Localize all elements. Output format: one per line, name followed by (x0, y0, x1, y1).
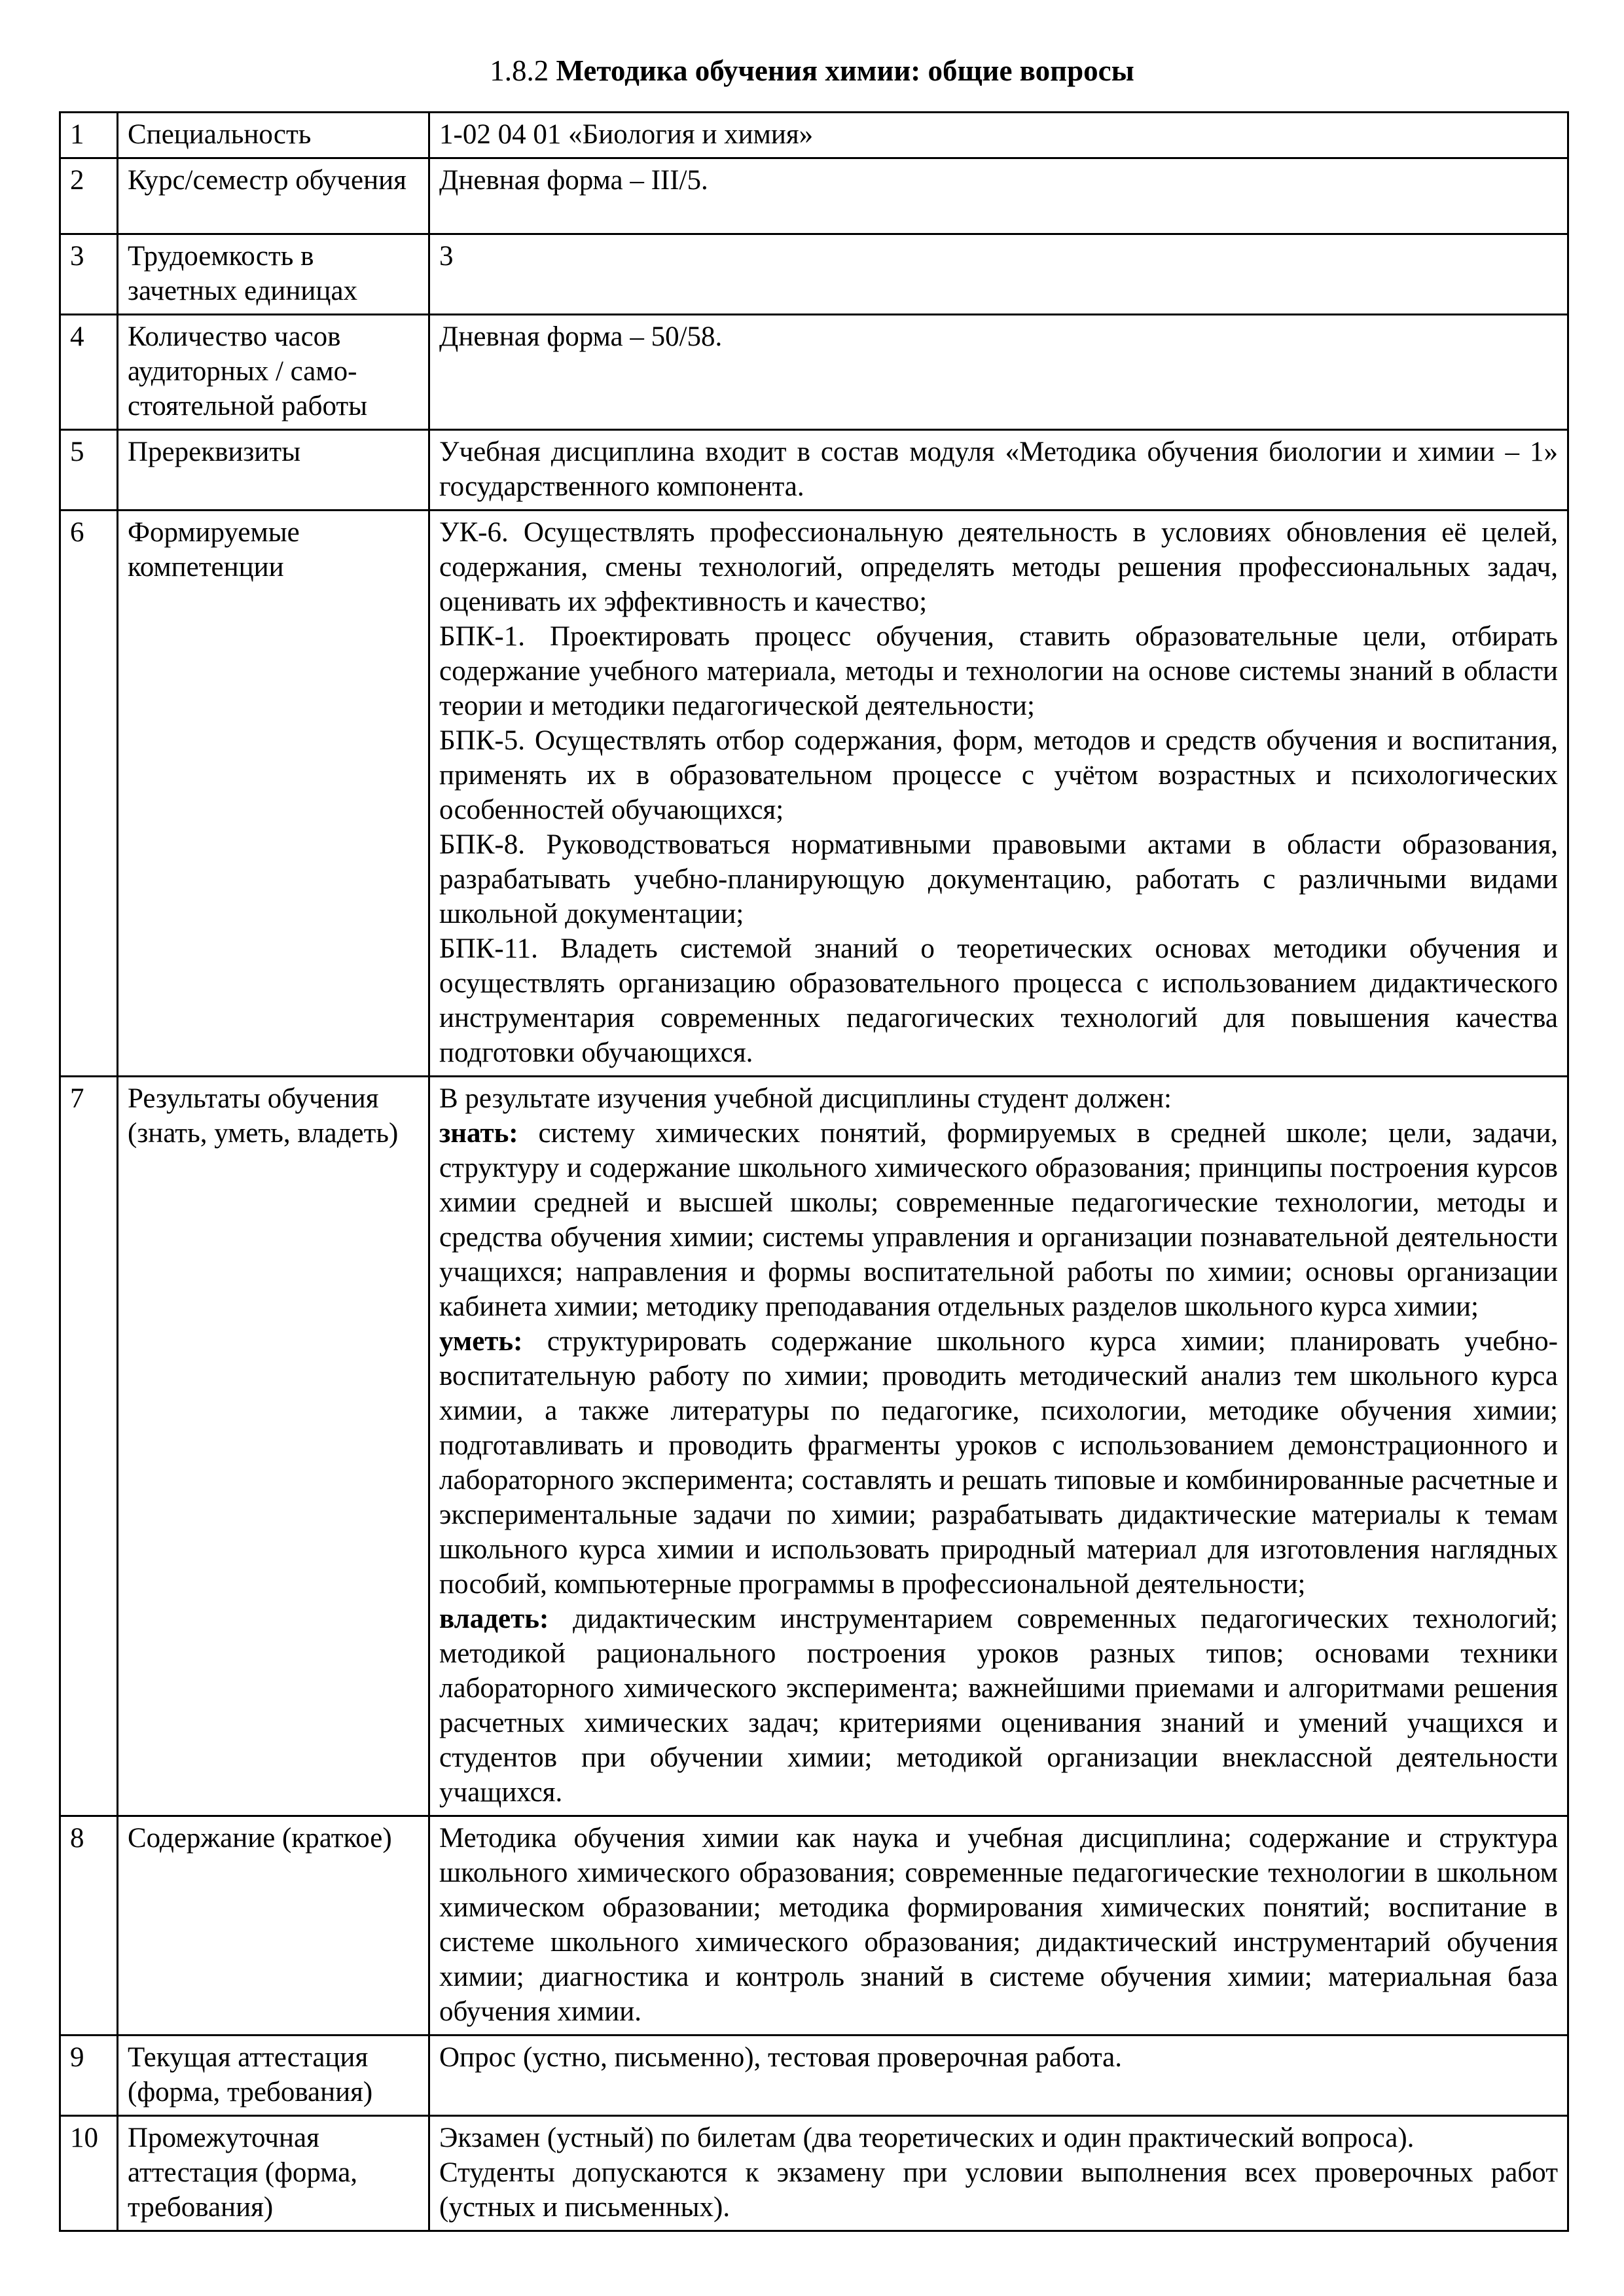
row-number: 5 (60, 430, 118, 511)
row-value: Учебная дисциплина входит в состав модуля «Методика обучения биологии и химии – 1» государственного компонента. (429, 430, 1568, 511)
row-number: 7 (60, 1077, 118, 1816)
competence-bpk5: БПК-5. Осуществлять отбор содержания, форм, методов и средств обучения и воспитания, применять их в образовательном процессе с учётом возрастных и психологических особенностей обучающихся; (439, 725, 1558, 825)
competence-bpk8: БПК-8. Руководствоваться нормативными правовыми актами в области образования, разрабатывать учебно-планирующую документацию, работать с различными видами школьной документации; (439, 829, 1558, 929)
table-row (60, 2036, 1568, 2116)
row-number: 10 (60, 2116, 118, 2231)
exam-admission: Студенты допускаются к экзамену при условии выполнения всех проверочных работ (устных и письменных). (439, 2157, 1558, 2223)
own-text: дидактическим инструментарием современных педагогических технологий; методикой рационального построения уроков разных типов; основами техники лабораторного химического эксперимента; важнейшими приемами и алгоритмами решения расчетных химических задач; критериями оценивания знаний и умений учащихся и студентов при обучении химии; методикой организации внеклассной деятельности учащихся. (439, 1604, 1558, 1808)
row-number: 3 (60, 234, 118, 315)
table-row (60, 511, 1568, 1077)
table-row (60, 430, 1568, 511)
competence-bpk1: БПК-1. Проектировать процесс обучения, ставить образовательные цели, отбирать содержание учебного материала, методы и технологии на основе системы знаний в области теории и методики педагогической деятельности; (439, 621, 1558, 721)
row-value: Дневная форма – III/5. (429, 158, 1568, 234)
row-label: Трудоемкость в зачетных единицах (118, 234, 429, 315)
row-value: 3 (429, 234, 1568, 315)
competence-uk6: УК-6. Осуществлять профессиональную деятельность в условиях обновления её целей, содержания, смены технологий, определять методы решения профессиональных задач, оценивать их эффективность и качество; (439, 517, 1558, 617)
table-row (60, 2116, 1568, 2231)
content-text: Методика обучения химии как наука и учебная дисциплина; содержание и структура школьного химического образования; современные педагогические технологии в школьном химическом образовании; методика формирования химических понятий; воспитание в системе школьного химического образования; дидактический инструментарий обучения химии; диагностика и контроль знаний в системе обучения химии; материальная база обучения химии. (439, 1823, 1558, 2027)
table-row (60, 1077, 1568, 1816)
page-title (0, 54, 1624, 88)
table-row (60, 1816, 1568, 2036)
can-text: структурировать содержание школьного курса химии; планировать учебно-воспитательную работу по химии; проводить методический анализ тем школьного курса химии, а также литературы по педагогике, психологии, методике обучения химии; подготавливать и проводить фрагменты уроков с использованием демонстрационного и лабораторного эксперимента; составлять и решать типовые и комбинированные расчетные и экспериментальные задачи по химии; разрабатывать дидактические материалы к темам школьного курса химии и использовать природный материал для изготовления наглядных пособий, компьютерные программы в профессиональной деятельности; (439, 1326, 1558, 1600)
know-label: знать: (439, 1118, 518, 1149)
row-value (429, 1816, 1568, 2036)
results-own (439, 1602, 1558, 1810)
table-row (60, 158, 1568, 234)
title-number: 1.8.2 (490, 54, 549, 87)
row-value: 1-02 04 01 «Биология и химия» (429, 113, 1568, 158)
results-know (439, 1116, 1558, 1324)
row-label: Специальность (118, 113, 429, 158)
own-label: владеть: (439, 1604, 549, 1634)
row-value (429, 2116, 1568, 2231)
can-label: уметь: (439, 1326, 523, 1357)
row-number: 9 (60, 2036, 118, 2116)
results-intro: В результате изучения учебной дисциплины студент должен: (439, 1083, 1172, 1114)
row-number: 6 (60, 511, 118, 1077)
row-value (429, 1077, 1568, 1816)
row-value: Опрос (устно, письменно), тестовая проверочная работа. (429, 2036, 1568, 2116)
row-number: 8 (60, 1816, 118, 2036)
row-label: Пререквизиты (118, 430, 429, 511)
exam-form: Экзамен (устный) по билетам (два теоретических и один практический вопроса). (439, 2123, 1415, 2153)
table-row (60, 315, 1568, 430)
title-text: Методика обучения химии: общие вопросы (556, 54, 1134, 87)
row-label: Количество часов аудиторных / само-стоятельной работы (118, 315, 429, 430)
syllabus-table (59, 111, 1569, 2232)
row-label: Промежуточная аттестация (форма, требования) (118, 2116, 429, 2231)
row-label: Текущая аттестация (форма, требования) (118, 2036, 429, 2116)
row-number: 1 (60, 113, 118, 158)
row-label: Результаты обучения (знать, уметь, владеть) (118, 1077, 429, 1816)
table-row (60, 234, 1568, 315)
row-label: Курс/семестр обучения (118, 158, 429, 234)
know-text: систему химических понятий, формируемых в средней школе; цели, задачи, структуру и содержание школьного химического образования; принципы построения курсов химии средней и высшей школы; современные педагогические технологии, методы и средства обучения химии; системы управления и организации познавательной деятельности учащихся; направления и формы воспитательной работы по химии; основы организации кабинета химии; методику преподавания отдельных разделов школьного курса химии; (439, 1118, 1558, 1322)
table-row (60, 113, 1568, 158)
row-value (429, 511, 1568, 1077)
row-number: 4 (60, 315, 118, 430)
row-number: 2 (60, 158, 118, 234)
row-label: Формируемые компетенции (118, 511, 429, 1077)
row-label: Содержание (краткое) (118, 1816, 429, 2036)
results-can (439, 1324, 1558, 1602)
row-value: Дневная форма – 50/58. (429, 315, 1568, 430)
competence-bpk11: БПК-11. Владеть системой знаний о теоретических основах методики обучения и осуществлять организацию образовательного процесса с использованием дидактического инструментария современных педагогических технологий для повышения качества подготовки обучающихся. (439, 933, 1558, 1068)
